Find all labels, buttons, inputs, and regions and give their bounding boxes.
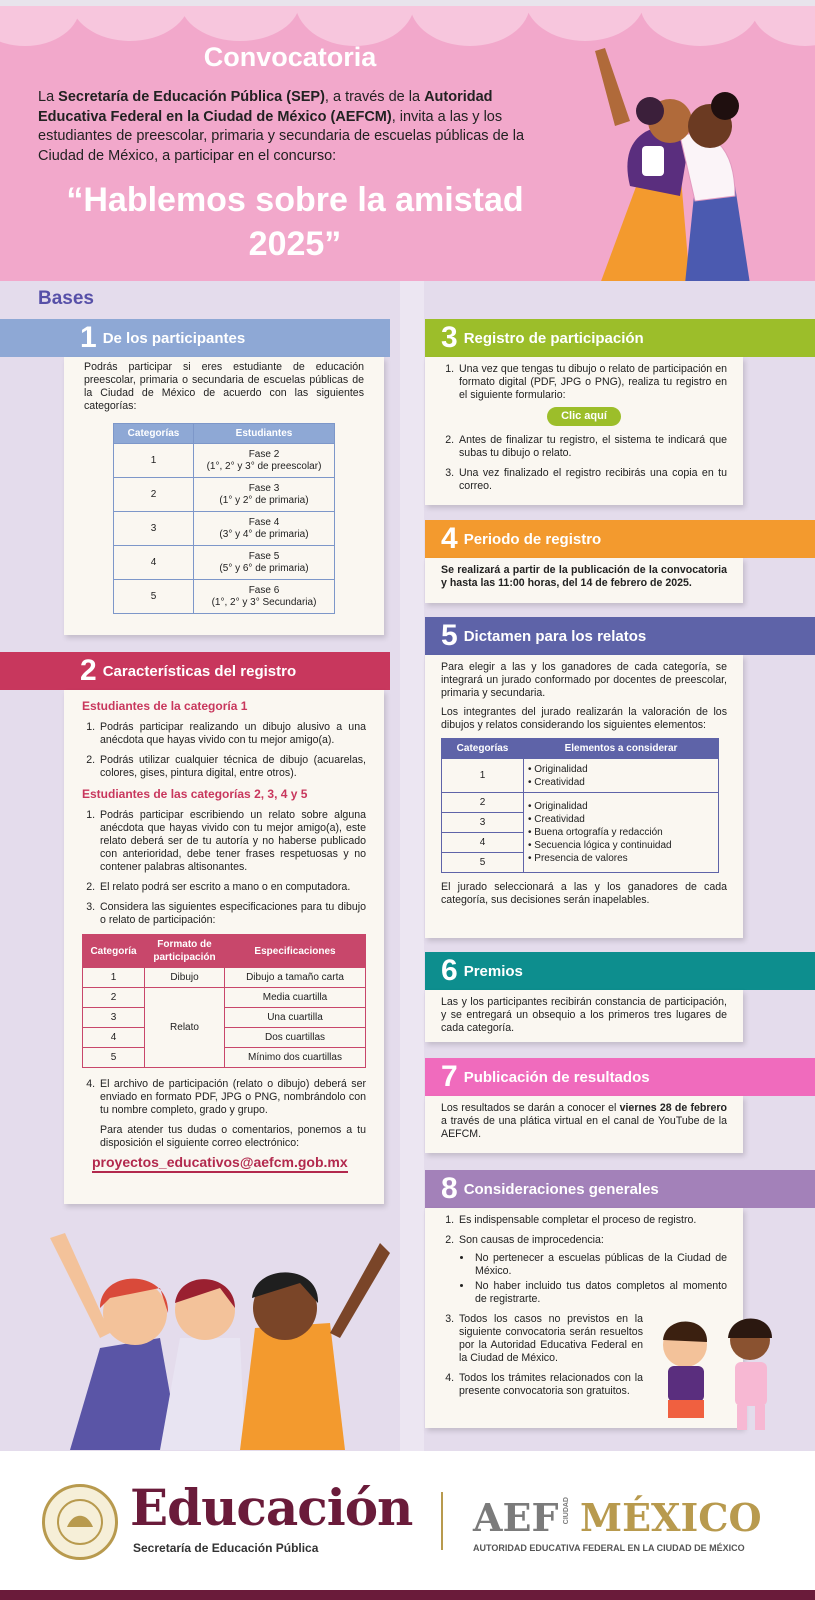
criteria-item: • Secuencia lógica y continuidad	[528, 840, 672, 851]
section-5-header	[425, 617, 815, 655]
section-title: Publicación de resultados	[463, 1068, 650, 1086]
bullet-item: • No pertenecer a escuelas públicas de la Ciudad de México.	[473, 1252, 727, 1278]
table-cell: Dibujo	[145, 968, 225, 988]
table-row	[114, 444, 335, 478]
table-row	[114, 512, 335, 546]
section-4-card	[425, 558, 743, 603]
category-1-subheading: Estudiantes de la categoría 1	[82, 699, 248, 713]
section-title: Características del registro	[102, 662, 297, 680]
section-title: Periodo de registro	[463, 530, 602, 548]
cloud-decoration	[180, 6, 300, 41]
phase-label: Fase 6	[248, 584, 280, 596]
table-cell	[194, 512, 335, 546]
friends-hug-illustration	[560, 36, 800, 281]
table-header: Formato de participación	[145, 935, 225, 968]
cloud-decoration	[410, 6, 530, 46]
list-item: 4. Todos los trámites relacionados con la presente convocatoria son gratuitos.	[457, 1372, 643, 1398]
table-cell: 4	[442, 833, 524, 853]
list-item: 2. Son causas de improcedencia: • No pertenecer a escuelas públicas de la Ciudad de México. • No haber incluido tus datos completos al momento de registrarte.	[457, 1234, 727, 1306]
table-cell	[194, 444, 335, 478]
table-row	[83, 968, 366, 988]
table-cell: 5	[114, 580, 194, 614]
section-2-header	[0, 652, 390, 690]
table-cell: 2	[114, 478, 194, 512]
aefcm-subtitle: AUTORIDAD EDUCATIVA FEDERAL EN LA CIUDAD DE MÉXICO	[473, 1543, 745, 1553]
section-5-card	[425, 655, 743, 938]
table-cell: Una cuartilla	[225, 1008, 366, 1028]
phase-label: Fase 5	[248, 550, 280, 562]
table-cell: Relato	[145, 988, 225, 1068]
cloud-decoration	[295, 6, 415, 46]
criteria-item: • Creatividad	[528, 776, 585, 788]
bullet-item: • No haber incluido tus datos completos al momento de registrarte.	[473, 1280, 727, 1306]
table-cell	[524, 793, 719, 873]
table-cell: 4	[83, 1028, 145, 1048]
section-number: 7	[441, 1060, 458, 1093]
table-cell	[194, 478, 335, 512]
section-2-card	[64, 690, 384, 1204]
table-cell: 5	[83, 1048, 145, 1068]
table-cell: 4	[114, 546, 194, 580]
contact-text: Para atender tus dudas o comentarios, ponemos a tu disposición el siguiente correo electrónico:	[100, 1124, 366, 1149]
table-row	[442, 793, 719, 813]
list-item: 1. Una vez que tengas tu dibujo o relato de participación en formato digital (PDF, JPG o PNG), realiza tu registro en el siguiente formulario:	[457, 363, 727, 402]
table-row	[114, 478, 335, 512]
bases-heading: Bases	[38, 288, 94, 309]
section-4-header	[425, 520, 815, 558]
kids-pair-illustration	[630, 1300, 800, 1440]
section-7-card	[425, 1096, 743, 1153]
table-row	[83, 988, 366, 1008]
cloud-decoration	[0, 6, 80, 46]
section-number: 3	[441, 321, 458, 354]
section-title: Consideraciones generales	[463, 1180, 659, 1198]
table-header: Especificaciones	[225, 935, 366, 968]
table-cell: 3	[114, 512, 194, 546]
table-row	[83, 1048, 366, 1068]
table-header: Categorías	[442, 739, 524, 759]
educacion-logo-text: Educación	[130, 1478, 413, 1537]
criteria-item: • Originalidad	[528, 801, 588, 812]
mexico-logo-text: MÉXICO	[580, 1495, 762, 1540]
section-number: 4	[441, 522, 458, 555]
table-cell: Dibujo a tamaño carta	[225, 968, 366, 988]
table-cell: 5	[442, 853, 524, 873]
section-title: De los participantes	[102, 329, 246, 347]
grades-label: (1° y 2° de primaria)	[219, 494, 309, 506]
table-row	[114, 546, 335, 580]
logo-divider	[441, 1492, 443, 1550]
contest-title: “Hablemos sobre la amistad 2025”	[66, 181, 524, 263]
table-cell: 2	[442, 793, 524, 813]
section-1-text: Podrás participar si eres estudiante de educación preescolar, primaria o secundaria de escuelas públicas de la Ciudad de México de acuerdo con las siguientes categorías:	[84, 361, 364, 412]
list-item: 1. Es indispensable completar el proceso de registro.	[457, 1214, 727, 1227]
section-1-header	[0, 319, 390, 357]
list-item: 2. El relato podrá ser escrito a mano o en computadora.	[98, 881, 366, 894]
intro-text: La Secretaría de Educación Pública (SEP), a través de la Autoridad Educativa Federal en la Ciudad de México (AEFCM), invita a las y los estudiantes de preescolar, primaria y secundaria de escuelas públicas de la Ciudad de México, a participar en el concurso:	[38, 89, 525, 164]
section-number: 2	[80, 654, 97, 687]
grades-label: (5° y 6° de primaria)	[219, 562, 309, 574]
footer-bar	[0, 1590, 815, 1600]
evaluation-text: Los integrantes del jurado realizarán la valoración de los dibujos y relatos considerando los siguientes elementos:	[441, 706, 727, 731]
table-header: Categoría	[83, 935, 145, 968]
categories-table	[113, 423, 335, 614]
aef-logo-text: AEF	[473, 1495, 559, 1540]
table-cell: 1	[114, 444, 194, 478]
section-8-header	[425, 1170, 815, 1208]
results-text: Los resultados se darán a conocer el viernes 28 de febrero a través de una plática virtual en el canal de YouTube de la AEFCM.	[441, 1102, 727, 1140]
section-number: 8	[441, 1172, 458, 1205]
section-number: 6	[441, 954, 458, 987]
table-cell: Dos cuartillas	[225, 1028, 366, 1048]
list-item: 2. Podrás utilizar cualquier técnica de dibujo (acuarelas, colores, gises, pintura digital, entre otros).	[98, 754, 366, 780]
phase-label: Fase 4	[248, 516, 280, 528]
section-number: 5	[441, 619, 458, 652]
phase-label: Fase 3	[248, 482, 280, 494]
evaluation-table	[441, 738, 719, 873]
kids-group-illustration	[40, 1228, 400, 1450]
table-cell: 2	[83, 988, 145, 1008]
list-item: 3. Una vez finalizado el registro recibirás una copia en tu correo.	[457, 467, 727, 493]
list-item: 4. El archivo de participación (relato o dibujo) deberá ser enviado en formato PDF, JPG o PNG, nombrándolo con tu nombre completo, grado y grupo.	[98, 1078, 366, 1117]
column-gap	[400, 281, 424, 1451]
section-7-header	[425, 1058, 815, 1096]
section-1-card	[64, 357, 384, 635]
table-header: Categorías	[114, 424, 194, 444]
list-item: 3. Considera las siguientes especificaciones para tu dibujo o relato de participación:	[98, 901, 366, 927]
criteria-item: • Presencia de valores	[528, 853, 628, 864]
click-here-button[interactable]: Clic aquí	[547, 407, 621, 426]
table-cell: Media cuartilla	[225, 988, 366, 1008]
header	[0, 6, 815, 281]
list-item: 2. Antes de finalizar tu registro, el sistema te indicará que subas tu dibujo o relato.	[457, 434, 727, 460]
section-3-card	[425, 357, 743, 505]
section-number: 1	[80, 321, 97, 354]
table-cell: Mínimo dos cuartillas	[225, 1048, 366, 1068]
grades-label: (1°, 2° y 3° de preescolar)	[206, 460, 322, 472]
table-cell	[194, 580, 335, 614]
list-item: 3. Todos los casos no previstos en la siguiente convocatoria serán resueltos por la Autoridad Educativa Federal en la Ciudad de México.	[457, 1313, 643, 1365]
list-item: 1. Podrás participar realizando un dibujo alusivo a una anécdota que hayas vivido con tu mejor amigo(a).	[98, 721, 366, 747]
cloud-decoration	[70, 6, 190, 41]
table-cell: 3	[442, 813, 524, 833]
table-header: Elementos a considerar	[524, 739, 719, 759]
phase-label: Fase 2	[248, 448, 280, 460]
sep-subtitle: Secretaría de Educación Pública	[133, 1541, 319, 1555]
table-cell: 1	[442, 759, 524, 793]
section-title: Premios	[463, 962, 523, 980]
specifications-table	[82, 934, 366, 1068]
grades-label: (3° y 4° de primaria)	[219, 528, 309, 540]
section-title: Dictamen para los relatos	[463, 627, 647, 645]
prizes-text: Las y los participantes recibirán constancia de participación, y se entregará un obsequio a los primeros tres lugares de cada categoría.	[441, 996, 727, 1034]
section-6-card	[425, 990, 743, 1042]
table-cell	[194, 546, 335, 580]
table-row	[83, 1008, 366, 1028]
ciudad-logo-text: CIUDAD	[563, 1497, 570, 1525]
table-cell: 1	[83, 968, 145, 988]
table-cell: 3	[83, 1008, 145, 1028]
criteria-item: • Originalidad	[528, 763, 588, 775]
registration-period-text: Se realizará a partir de la publicación de la convocatoria y hasta las 11:00 horas, del 14 de febrero de 2025.	[441, 564, 727, 589]
mexico-seal-logo	[42, 1484, 118, 1560]
jury-decision-text: El jurado seleccionará a las y los ganadores de cada categoría, sus decisiones serán inapelables.	[441, 881, 727, 906]
criteria-item: • Creatividad	[528, 814, 585, 825]
table-cell	[524, 759, 719, 793]
grades-label: (1°, 2° y 3° Secundaria)	[211, 596, 317, 608]
page-title: Convocatoria	[203, 42, 377, 72]
table-header: Estudiantes	[194, 424, 335, 444]
criteria-item: • Buena ortografía y redacción	[528, 827, 663, 838]
list-item: 1. Podrás participar escribiendo un relato sobre alguna anécdota que hayas vivido con tu mejor amigo(a), este relato deberá ser de tu autoría y no haberse publicado con anterioridad, debe tener frases respetuosas y no contener palabras altisonantes.	[98, 809, 366, 874]
jury-text: Para elegir a las y los ganadores de cada categoría, se integrará un jurado conformado por docentes de preescolar, primaria y secundaria.	[441, 661, 727, 699]
table-row	[83, 1028, 366, 1048]
table-row	[442, 759, 719, 793]
table-row	[114, 580, 335, 614]
categories-2-5-subheading: Estudiantes de las categorías 2, 3, 4 y 5	[82, 787, 308, 801]
section-title: Registro de participación	[463, 329, 644, 347]
email-link[interactable]: proyectos_educativos@aefcm.gob.mx	[92, 1156, 348, 1173]
section-6-header	[425, 952, 815, 990]
section-3-header	[425, 319, 815, 357]
